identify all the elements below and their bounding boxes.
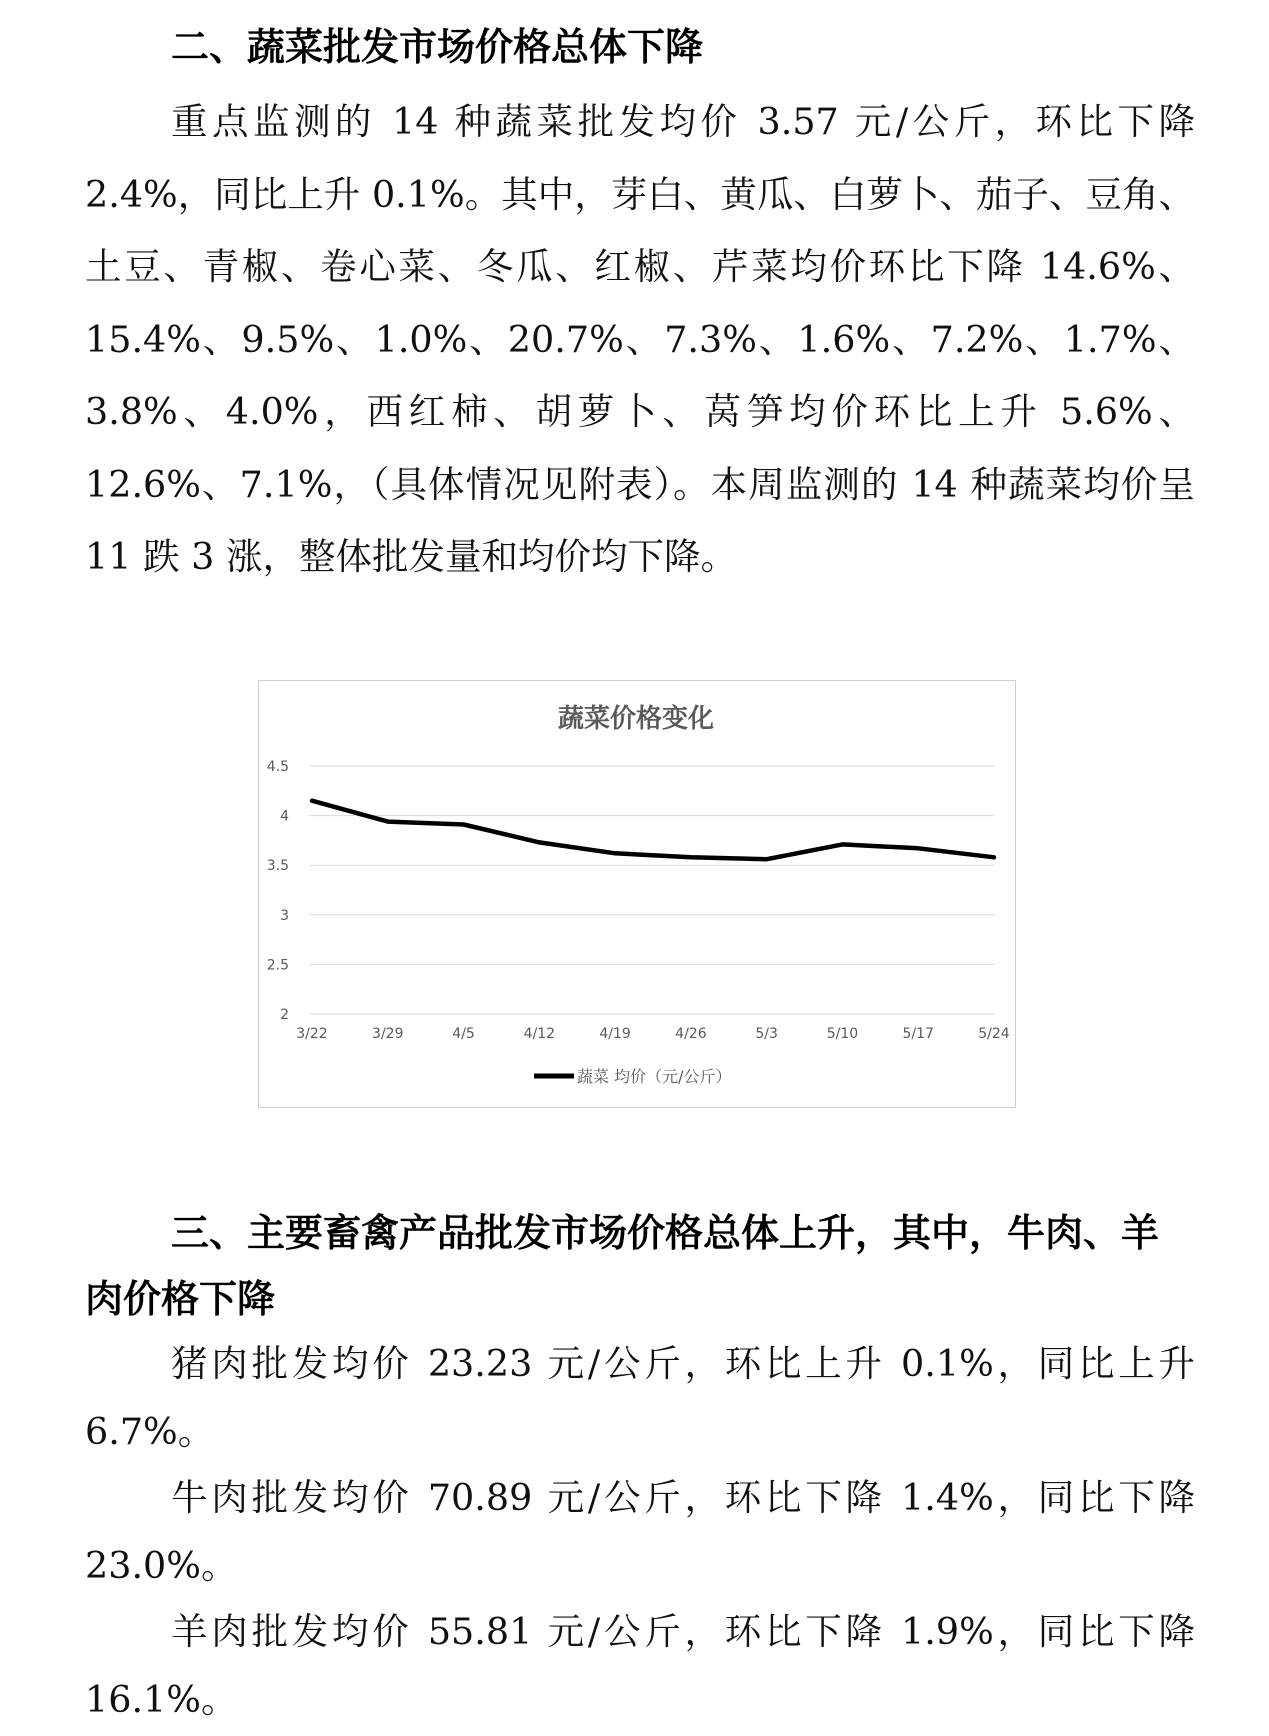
chart-title: 蔬菜价格变化 [557,704,715,734]
legend-label: 蔬菜 均价（元/公斤） [577,1067,732,1086]
x-tick-label: 4/19 [599,1026,631,1042]
y-tick-label: 3.5 [266,858,289,875]
y-tick-label: 2 [280,1007,289,1023]
x-tick-label: 3/29 [372,1026,404,1042]
vegetable-price-chart [258,680,1016,1108]
x-tick-label: 4/5 [452,1026,475,1042]
beef-paragraph: 牛肉批发均价 70.89 元/公斤，环比下降 1.4%，同比下降 23.0%。 [85,1476,1195,1587]
y-tick-label: 2.5 [266,957,289,974]
mutton-paragraph: 羊肉批发均价 55.81 元/公斤，环比下降 1.9%，同比下降 16.1%。 [85,1610,1195,1721]
section-3-heading: 三、主要畜禽产品批发市场价格总体上升，其中，牛肉、羊肉价格下降 [85,1211,1160,1321]
x-tick-label: 5/3 [755,1026,778,1042]
pork-paragraph: 猪肉批发均价 23.23 元/公斤，环比上升 0.1%，同比上升 6.7%。 [85,1342,1195,1453]
x-tick-label: 3/22 [296,1026,328,1042]
section-2-paragraph: 重点监测的 14 种蔬菜批发均价 3.57 元/公斤，环比下降 2.4%，同比上升 0.1%。其中，芽白、黄瓜、白萝卜、茄子、豆角、土豆、青椒、卷心菜、冬瓜、红椒、芹菜均价环比下降 14.6%、15.4%、9.5%、1.0%、20.7%、7.3%、1.6%、7.2%、1.7%、3.8%、4.0%，西红柿、胡萝卜、莴笋均价环比上升 5.6%、12.6%、7.1%，（具体情况见附表）。本周监测的 14 种蔬菜均价呈 11 跌 3 涨，整体批发量和均价均下降。 [85,100,1195,578]
chart-legend [534,1067,731,1086]
x-tick-label: 5/17 [902,1026,934,1042]
y-tick-label: 4 [280,808,289,825]
chart-series [312,801,994,860]
chart-y-ticks [267,759,289,1023]
chart-gridlines [309,766,994,1014]
x-tick-label: 5/10 [826,1026,859,1042]
section-2-heading: 二、蔬菜批发市场价格总体下降 [171,25,704,69]
y-tick-label: 3 [280,907,289,924]
y-tick-label: 4.5 [266,759,289,775]
chart-svg [259,681,1014,1106]
x-tick-label: 5/24 [978,1026,1010,1042]
x-tick-label: 4/12 [523,1026,556,1042]
chart-x-ticks [296,1026,1010,1042]
x-tick-label: 4/26 [675,1026,707,1042]
series-line [312,801,994,860]
